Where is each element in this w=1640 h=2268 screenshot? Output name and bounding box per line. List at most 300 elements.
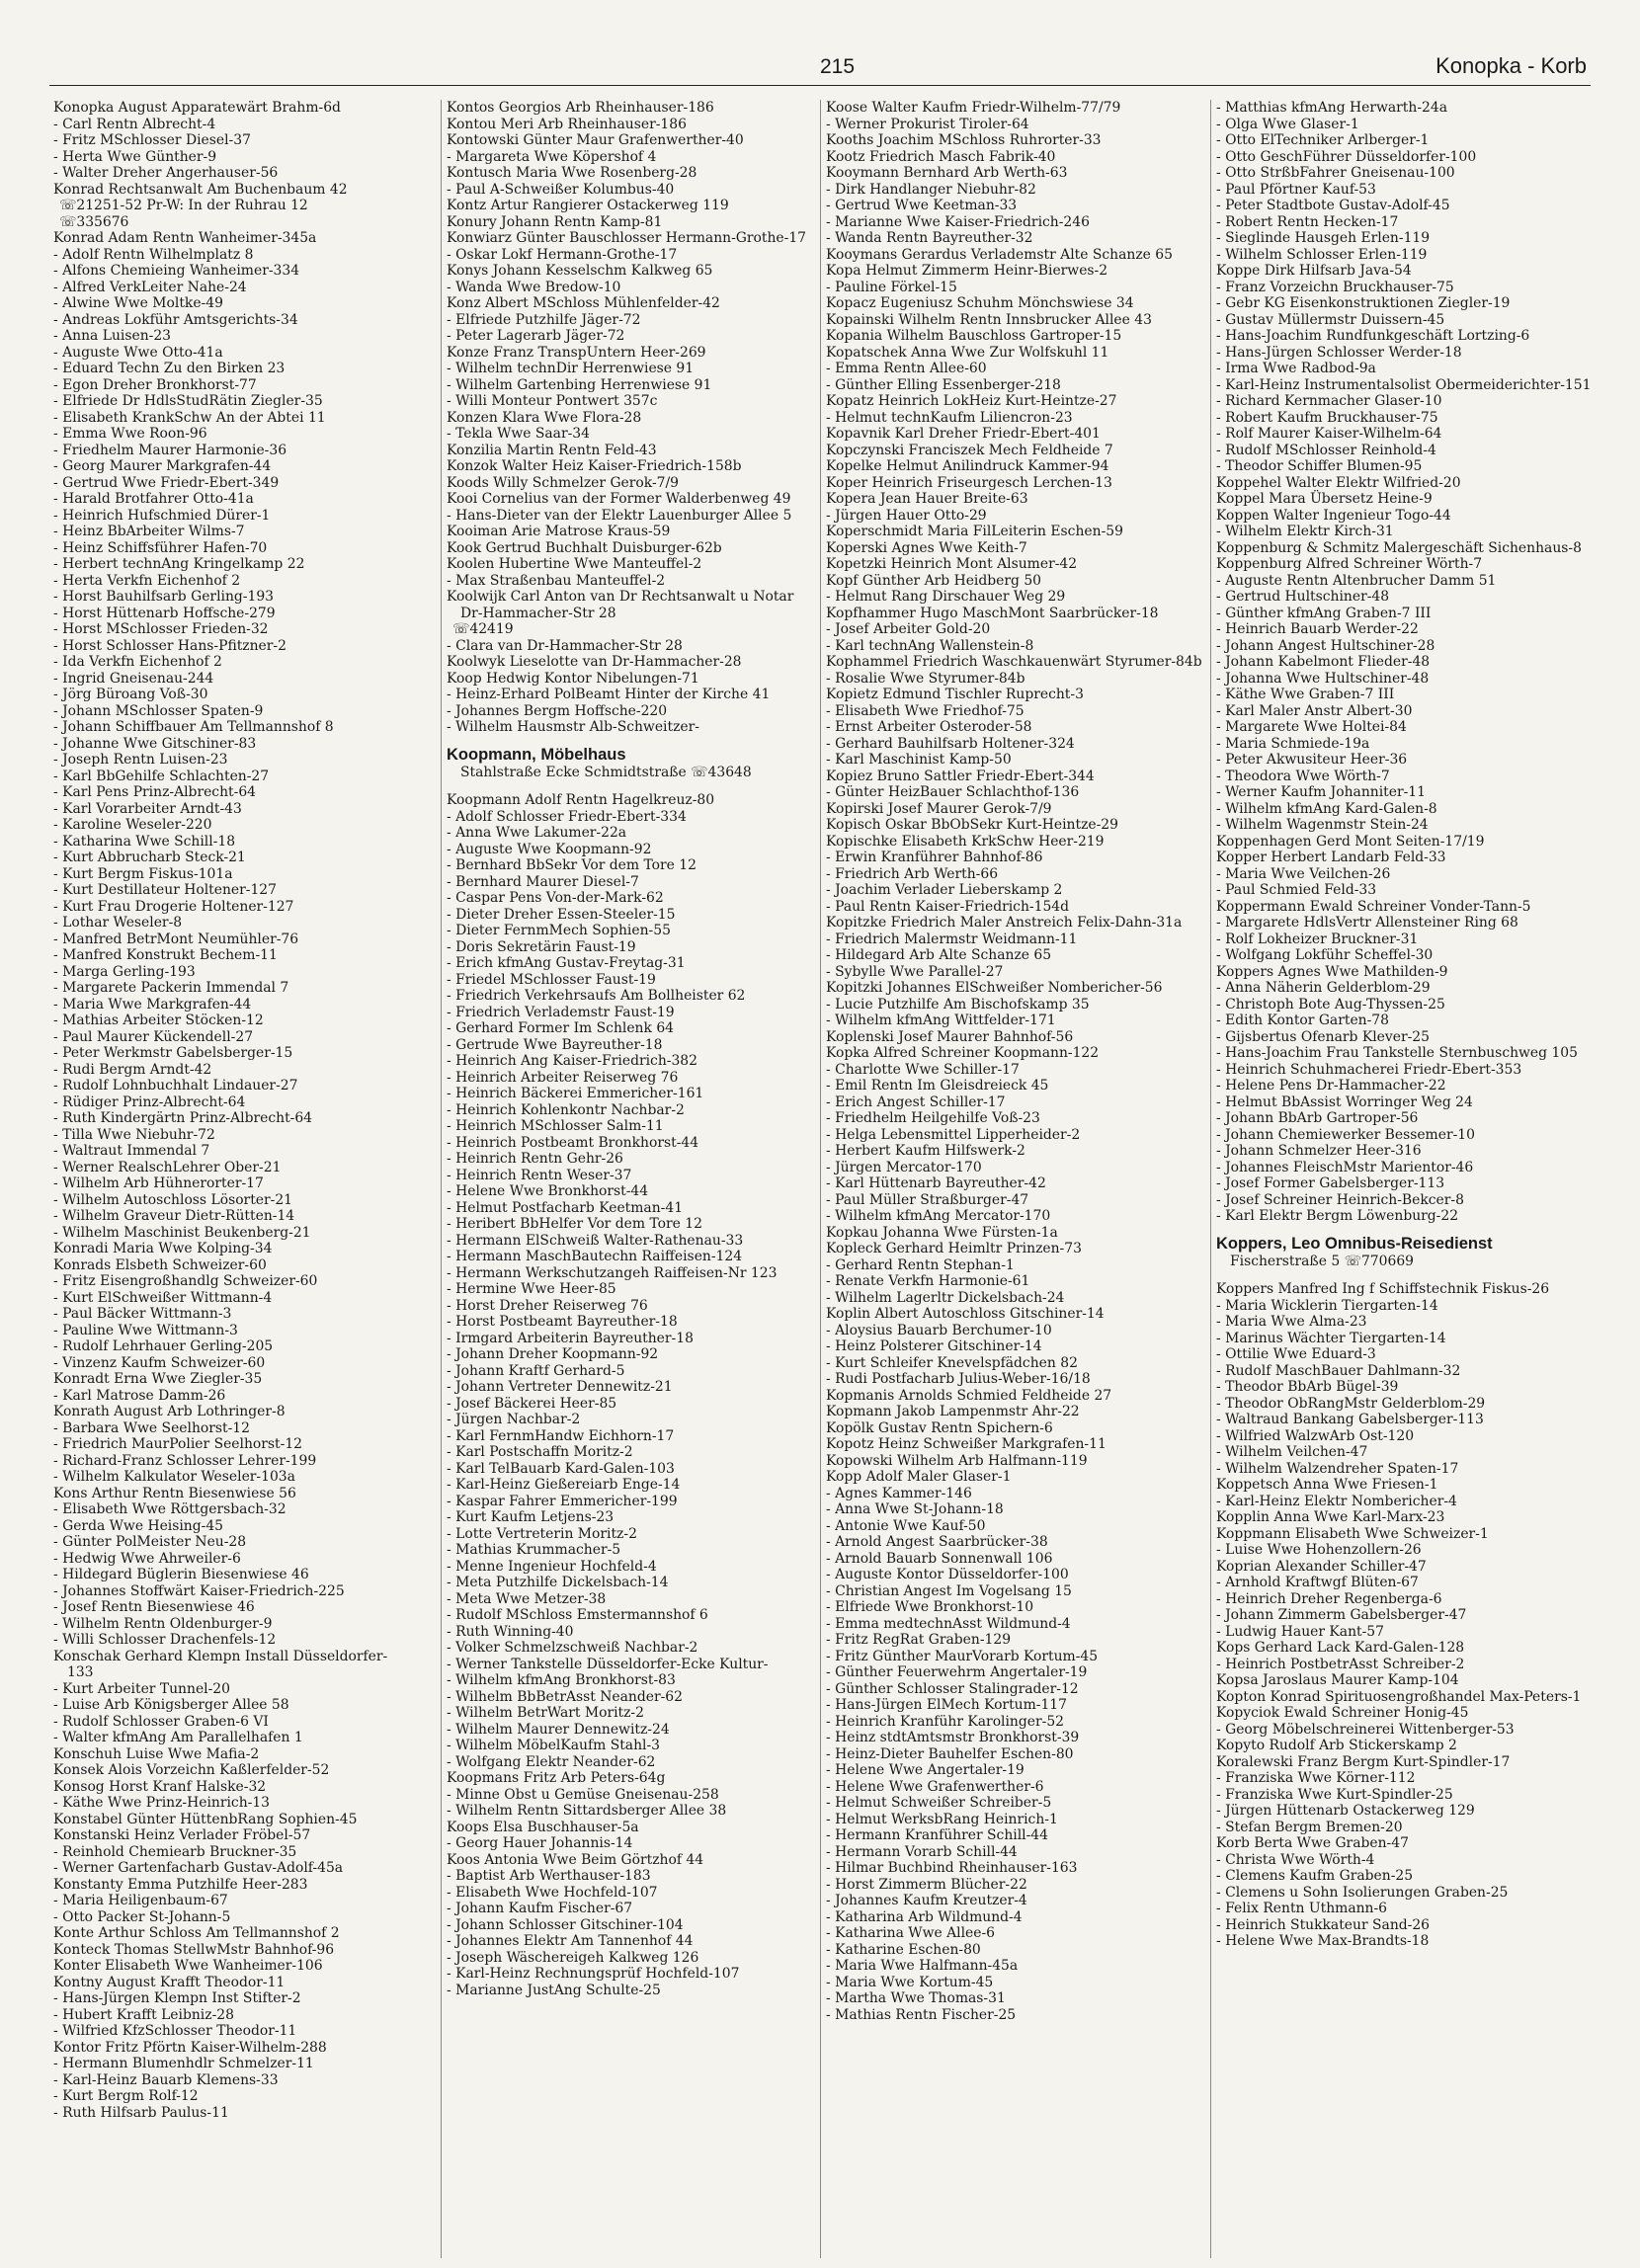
directory-entry: - Elisabeth Wwe Hochfeld-107 [447,1884,658,1901]
directory-entry: - Ida Verkfn Eichenhof 2 [53,654,222,670]
directory-entry: - Katharine Eschen-80 [826,1941,981,1958]
directory-entry: - Katharina Wwe Allee-6 [826,1925,995,1941]
directory-entry: - Margarete Packerin Immendal 7 [53,980,289,996]
directory-entry: Kontusch Maria Wwe Rosenberg-28 [447,165,697,181]
directory-entry: - Margareta Wwe Köpershof 4 [447,148,657,165]
directory-entry: - Ruth Winning-40 [447,1623,574,1640]
directory-entry: - Karl Maler Anstr Albert-30 [1216,702,1413,719]
directory-entry: - Heinrich Dreher Regenberga-6 [1216,1590,1442,1607]
directory-entry: - Olga Wwe Glaser-1 [1216,116,1359,132]
directory-entry: - Johann Schmelzer Heer-316 [1216,1143,1422,1159]
directory-entry: Konzok Walter Heiz Kaiser-Friedrich-158b [447,458,742,474]
directory-entry: - Ruth Kindergärtn Prinz-Albrecht-64 [53,1110,313,1126]
directory-entry: - Johann Kraftf Gerhard-5 [447,1362,625,1379]
directory-entry: - Helmut BbAssist Worringer Weg 24 [1216,1094,1473,1110]
directory-entry: - Marga Gerling-193 [53,963,196,980]
directory-entry: - Josef Schreiner Heinrich-Bekcer-8 [1216,1191,1464,1208]
directory-entry: Kopiez Bruno Sattler Friedr-Ebert-344 [826,768,1095,784]
business-address: Stahlstraße Ecke Schmidtstraße ☏43648 [460,764,752,780]
directory-entry: - Emil Rentn Im Gleisdreieck 45 [826,1078,1049,1094]
directory-entry: - Wilhelm MöbelKaufm Stahl-3 [447,1738,660,1753]
directory-entry: Koppers Manfred Ing f Schiffstechnik Fiskus-26 [1216,1281,1550,1297]
directory-entry: - Marinus Wächter Tiergarten-14 [1216,1330,1446,1346]
directory-entry: - Heinrich Ang Kaiser-Friedrich-382 [447,1053,697,1069]
directory-entry: - Wilhelm technDir Herrenwiese 91 [447,361,695,376]
directory-entry: - Gertrud Hultschiner-48 [1216,589,1390,605]
directory-entry: - Gebr KG Eisenkonstruktionen Ziegler-19 [1216,295,1511,311]
directory-entry: Koppen Walter Ingenieur Togo-44 [1216,507,1451,524]
directory-entry: Kopczynski Franciszek Mech Feldheide 7 [826,442,1113,458]
directory-entry: - Barbara Wwe Seelhorst-12 [53,1419,250,1436]
directory-entry: - Wilhelm kfmAng Wittfelder-171 [826,1012,1056,1028]
directory-entry: - Hermann Kranführer Schill-44 [826,1827,1048,1843]
directory-entry: - Karl Pens Prinz-Albrecht-64 [53,784,256,800]
directory-entry: Kontou Meri Arb Rheinhauser-186 [447,116,687,132]
directory-entry: Konwiarz Günter Bauschlosser Hermann-Grothe-17 [447,230,807,246]
directory-entry: Konstanski Heinz Verlader Fröbel-57 [53,1827,311,1843]
directory-entry: - Horst Dreher Reiserweg 76 [447,1297,648,1314]
directory-entry: - Charlotte Wwe Schiller-17 [826,1061,1020,1078]
directory-entry: - Kurt Destillateur Holtener-127 [53,882,277,898]
directory-entry: - Otto StrßbFahrer Gneisenau-100 [1216,165,1455,181]
directory-entry: - Marianne Wwe Kaiser-Friedrich-246 [826,213,1090,230]
directory-entry: - Wilhelm Walzendreher Spaten-17 [1216,1460,1459,1477]
directory-entry: Kopatschek Anna Wwe Zur Wolfskuhl 11 [826,344,1109,361]
directory-entry: Koppehel Walter Elektr Wilfried-20 [1216,474,1461,491]
directory-entry: - Erich Angest Schiller-17 [826,1094,1006,1110]
directory-entry: - Jürgen Mercator-170 [826,1159,982,1175]
directory-entry: - Kurt Bergm Fiskus-101a [53,865,233,882]
directory-entry: - Margarete HdlsVertr Allensteiner Ring 68 [1216,915,1518,931]
directory-entry: - Wilhelm Schlosser Erlen-119 [1216,246,1428,263]
directory-entry: - Helene Wwe Bronkhorst-44 [447,1183,649,1199]
entry-continuation: ☏42419 [452,621,514,637]
directory-entry: - Meta Putzhilfe Dickelsbach-14 [447,1575,669,1590]
directory-entry: - Wilfried WalzwArb Ost-120 [1216,1427,1415,1444]
directory-entry: - Auguste Wwe Otto-41a [53,344,223,361]
directory-entry: Kooths Joachim MSchloss Ruhrorter-33 [826,132,1102,148]
directory-entry: - Paul Bäcker Wittmann-3 [53,1306,232,1322]
directory-entry: Kontowski Günter Maur Grafenwerther-40 [447,132,744,148]
directory-entry: Kopleck Gerhard Heimltr Prinzen-73 [826,1241,1082,1256]
directory-entry: - Arnold Bauarb Sonnenwall 106 [826,1550,1053,1567]
directory-entry: - Rudi Postfacharb Julius-Weber-16/18 [826,1371,1091,1387]
directory-entry: Kopirski Josef Maurer Gerok-7/9 [826,800,1052,817]
directory-entry: - Walter kfmAng Am Parallelhafen 1 [53,1730,303,1745]
directory-entry: Kopelke Helmut Anilindruck Kammer-94 [826,458,1109,474]
directory-entry: - Johann BbArb Gartroper-56 [1216,1110,1419,1126]
directory-entry: - Karl technAng Wallenstein-8 [826,637,1034,654]
directory-entry: - Peter Stadtbote Gustav-Adolf-45 [1216,198,1450,213]
directory-entry: - Günther Schlosser Stalingrader-12 [826,1680,1079,1697]
directory-entry: - Walter Dreher Angerhauser-56 [53,165,279,181]
directory-entry: - Robert Rentn Hecken-17 [1216,213,1399,230]
running-head: Konopka - Korb [1435,53,1587,78]
directory-entry: - Richard Kernmacher Glaser-10 [1216,393,1442,409]
directory-entry: - Wilhelm Lagerltr Dickelsbach-24 [826,1289,1065,1306]
directory-entry: Konz Albert MSchloss Mühlenfelder-42 [447,295,720,311]
directory-entry: - Wilhelm BbBetrAsst Neander-62 [447,1688,683,1705]
directory-entry: Koose Walter Kaufm Friedr-Wilhelm-77/79 [826,100,1121,116]
directory-entry: - Elfriede Wwe Bronkhorst-10 [826,1599,1034,1615]
directory-entry: - Emma medtechnAsst Wildmund-4 [826,1615,1071,1632]
directory-entry: - Margarete Wwe Holtei-84 [1216,719,1407,735]
directory-entry: - Renate Verkfn Harmonie-61 [826,1273,1030,1289]
directory-entry: Kopmanis Arnolds Schmied Feldheide 27 [826,1387,1112,1404]
directory-entry: - Friedrich MaurPolier Seelhorst-12 [53,1436,302,1452]
directory-entry: - Kurt Kaufm Letjens-23 [447,1509,615,1525]
directory-entry: - Josef Former Gabelsberger-113 [1216,1175,1445,1191]
directory-entry: - Egon Dreher Bronkhorst-77 [53,376,257,393]
directory-entry: - Heinrich Kohlenkontr Nachbar-2 [447,1101,685,1118]
entry-continuation: ☏335676 [59,213,129,230]
directory-entry: - Paul Maurer Kückendell-27 [53,1028,254,1045]
directory-entry: Kooiman Arie Matrose Kraus-59 [447,524,671,539]
directory-entry: Koplenski Josef Maurer Bahnhof-56 [826,1028,1074,1045]
directory-entry: - Hildegard Büglerin Biesenwiese 46 [53,1567,309,1582]
directory-entry: - Heinz Polsterer Gitschiner-14 [826,1338,1042,1354]
directory-entry: - Johanna Wwe Hultschiner-48 [1216,670,1430,687]
directory-entry: Konury Johann Rentn Kamp-81 [447,213,663,230]
directory-entry: - Vinzenz Kaufm Schweizer-60 [53,1354,266,1371]
directory-entry: - Hans-Jürgen Schlosser Werder-18 [1216,344,1462,361]
directory-entry: - Günter HeizBauer Schlachthof-136 [826,784,1080,800]
directory-entry: - Wolfgang Elektr Neander-62 [447,1753,656,1770]
directory-entry: - Irma Wwe Radbod-9a [1216,361,1376,376]
directory-entry: - Günther Feuerwehrm Angertaler-19 [826,1664,1088,1680]
directory-entry: - Paul Schmied Feld-33 [1216,882,1377,898]
directory-entry: - Werner RealschLehrer Ober-21 [53,1159,282,1175]
directory-entry: - Rudolf MSchloss Emstermannshof 6 [447,1607,708,1623]
directory-entry: - Theodor Schiffer Blumen-95 [1216,458,1423,474]
directory-entry: Koprian Alexander Schiller-47 [1216,1558,1427,1575]
directory-entry: - Josef Bäckerei Heer-85 [447,1395,617,1412]
directory-entry: Koperski Agnes Wwe Keith-7 [826,539,1027,556]
directory-entry: Kopp Adolf Maler Glaser-1 [826,1469,1012,1485]
directory-entry: Kopf Günther Arb Heidberg 50 [826,572,1041,589]
directory-entry: - Franziska Wwe Körner-112 [1216,1770,1416,1786]
directory-entry: - Johann Zimmerm Gabelsberger-47 [1216,1607,1467,1623]
directory-entry: - Gijsbertus Ofenarb Klever-25 [1216,1028,1430,1045]
directory-entry: Konsek Alois Vorzeichn Kaßlerfelder-52 [53,1762,330,1778]
directory-entry: - Paul Müller Straßburger-47 [826,1191,1029,1208]
directory-entry: - Joseph Rentn Luisen-23 [53,752,228,768]
directory-entry: - Karl-Heinz Bauarb Klemens-33 [53,2071,279,2088]
spacer [447,780,819,792]
directory-entry: - Kurt Abbrucharb Steck-21 [53,850,246,865]
directory-entry: Kontny August Krafft Theodor-11 [53,1974,286,1990]
directory-entry: Koplin Albert Autoschloss Gitschiner-14 [826,1306,1105,1322]
directory-entry: - Ernst Arbeiter Osteroder-58 [826,719,1032,735]
directory-entry: Konter Elisabeth Wwe Wanheimer-106 [53,1958,323,1974]
directory-entry: - Karoline Weseler-220 [53,817,212,833]
directory-entry: - Hermann Vorarb Schill-44 [826,1843,1018,1860]
directory-entry: Konte Arthur Schloss Am Tellmannshof 2 [53,1925,340,1941]
directory-entry: - Kurt Bergm Rolf-12 [53,2088,199,2104]
directory-entry: - Ruth Hilfsarb Paulus-11 [53,2104,229,2121]
directory-entry: - Baptist Arb Werthauser-183 [447,1868,651,1884]
directory-entry: - Paul Rentn Kaiser-Friedrich-154d [826,898,1070,915]
directory-entry: - Hilmar Buchbind Rheinhauser-163 [826,1860,1078,1876]
directory-entry: Koperschmidt Maria FilLeiterin Eschen-59 [826,524,1123,539]
directory-entry: - Rosalie Wwe Styrumer-84b [826,670,1025,687]
directory-entry: Konradt Erna Wwe Ziegler-35 [53,1371,263,1387]
directory-entry: - Georg Hauer Johannis-14 [447,1835,633,1851]
directory-entry: - Herbert technAng Kringelkamp 22 [53,556,305,572]
directory-entry: - Doris Sekretärin Faust-19 [447,938,636,955]
directory-entry: - Tekla Wwe Saar-34 [447,426,590,442]
directory-entry: Konschuh Luise Wwe Mafia-2 [53,1745,260,1762]
directory-entry: - Bernhard BbSekr Vor dem Tore 12 [447,857,697,873]
directory-entry: - Helene Wwe Grafenwerther-6 [826,1778,1044,1795]
directory-entry: - Rudolf Schlosser Graben-6 VI [53,1713,269,1730]
directory-entry: - Heinz-Erhard PolBeamt Hinter der Kirche 41 [447,687,771,702]
directory-entry: - Max Straßenbau Manteuffel-2 [447,572,666,589]
directory-entry: - Fritz MSchlosser Diesel-37 [53,132,251,148]
directory-entry: - Friedhelm Heilgehilfe Voß-23 [826,1110,1040,1126]
directory-entry: - Rudi Bergm Arndt-42 [53,1061,212,1078]
directory-entry: - Johann Angest Hultschiner-28 [1216,637,1435,654]
directory-entry: - Emma Rentn Allee-60 [826,361,987,376]
directory-entry: - Reinhold Chemiearb Bruckner-35 [53,1843,297,1860]
directory-entry: Koolen Hubertine Wwe Manteuffel-2 [447,556,702,572]
directory-entry: - Matthias kfmAng Herwarth-24a [1216,100,1447,116]
directory-entry: - Maria Wicklerin Tiergarten-14 [1216,1297,1438,1314]
directory-entry: Kopetzki Heinrich Mont Alsumer-42 [826,556,1078,572]
directory-entry: Konstanty Emma Putzhilfe Heer-283 [53,1876,308,1893]
directory-entry: - Oskar Lokf Hermann-Grothe-17 [447,246,678,263]
directory-entry: Konrath August Arb Lothringer-8 [53,1404,286,1419]
directory-entry: - Helmut Postfacharb Keetman-41 [447,1199,684,1216]
directory-entry: Konze Franz TranspUntern Heer-269 [447,344,706,361]
directory-entry: - Harald Brotfahrer Otto-41a [53,491,254,507]
directory-entry: - Wilhelm kfmAng Kard-Galen-8 [1216,800,1437,817]
directory-entry: - Volker Schmelzschweiß Nachbar-2 [447,1640,698,1656]
directory-entry: - Elfriede Putzhilfe Jäger-72 [447,311,641,328]
directory-entry: Koralewski Franz Bergm Kurt-Spindler-17 [1216,1753,1511,1770]
directory-entry: - Karl FernmHandw Eichhorn-17 [447,1427,675,1444]
directory-entry: - Rudolf MSchlosser Reinhold-4 [1216,442,1436,458]
directory-entry: Konsog Horst Kranf Halske-32 [53,1778,267,1795]
directory-entry: Kopton Konrad Spirituosengroßhandel Max-Peters-1 [1216,1688,1582,1705]
directory-entry: Koops Elsa Buschhauser-5a [447,1819,639,1835]
directory-entry: - Wilhelm kfmAng Bronkhorst-83 [447,1672,676,1688]
directory-entry: Koppenburg & Schmitz Malergeschäft Sichenhaus-8 [1216,539,1582,556]
directory-entry: - Otto GeschFührer Düsseldorfer-100 [1216,148,1477,165]
directory-entry: - Karl Postschaffn Moritz-2 [447,1444,633,1460]
directory-entry: - Helmut Rang Dirschauer Weg 29 [826,589,1066,605]
directory-entry: - Helga Lebensmittel Lipperheider-2 [826,1126,1081,1143]
directory-entry: - Gertrude Wwe Bayreuther-18 [447,1036,663,1053]
directory-entry: - Franz Vorzeichn Bruckhauser-75 [1216,279,1454,295]
directory-entry: - Mathias Rentn Fischer-25 [826,2006,1017,2023]
directory-entry: - Gerhard Rentn Stephan-1 [826,1256,1015,1273]
directory-entry: - Elisabeth Wwe Friedhof-75 [826,702,1025,719]
directory-entry: - Edith Kontor Garten-78 [1216,1012,1389,1028]
directory-entry: - Wilhelm Veilchen-47 [1216,1444,1368,1460]
directory-entry: Koppe Dirk Hilfsarb Java-54 [1216,263,1412,279]
directory-entry: - Stefan Bergm Bremen-20 [1216,1819,1403,1835]
directory-entry: Kopatz Heinrich LokHeiz Kurt-Heintze-27 [826,393,1117,409]
directory-entry: - Günther kfmAng Graben-7 III [1216,605,1432,621]
directory-entry: - Menne Ingenieur Hochfeld-4 [447,1558,657,1575]
directory-entry: Kopietz Edmund Tischler Ruprecht-3 [826,687,1084,702]
directory-entry: - Ingrid Gneisenau-244 [53,670,214,687]
directory-entry: - Meta Wwe Metzer-38 [447,1590,607,1607]
directory-entry: - Wilhelm Maschinist Beukenberg-21 [53,1224,311,1241]
directory-entry: - Helmut WerksbRang Heinrich-1 [826,1811,1058,1827]
directory-entry: - Rudolf Lohnbuchhalt Lindauer-27 [53,1078,298,1094]
directory-entry: - Bernhard Maurer Diesel-7 [447,873,639,890]
directory-entry: - Werner Kaufm Johanniter-11 [1216,784,1426,800]
directory-entry: - Paul A-Schweißer Kolumbus-40 [447,181,675,198]
directory-column-2 [441,100,823,2258]
directory-entry: Koppenburg Alfred Schreiner Wörth-7 [1216,556,1483,572]
page-number: 215 [820,55,856,78]
directory-entry: Kopkau Johanna Wwe Fürsten-1a [826,1224,1058,1241]
directory-entry: - Theodora Wwe Wörth-7 [1216,768,1390,784]
directory-entry: - Horst Bauhilfsarb Gerling-193 [53,589,275,605]
directory-entry: Koods Willy Schmelzer Gerok-7/9 [447,474,680,491]
directory-entry: - Heinrich Bäckerei Emmericher-161 [447,1086,704,1101]
directory-entry: Konradi Maria Wwe Kolping-34 [53,1241,273,1256]
directory-entry: - Erich kfmAng Gustav-Freytag-31 [447,955,686,971]
directory-entry: - Karl Matrose Damm-26 [53,1387,226,1404]
directory-entry: - Helene Pens Dr-Hammacher-22 [1216,1078,1446,1094]
directory-entry: - Heinrich Rentn Weser-37 [447,1167,632,1183]
directory-entry: - Wilhelm Kalkulator Weseler-103a [53,1469,295,1485]
directory-entry: - Friedrich Malermstr Weidmann-11 [826,931,1078,947]
directory-entry: - Elfriede Dr HdlsStudRätin Ziegler-35 [53,393,323,409]
directory-entry: - Caspar Pens Von-der-Mark-62 [447,890,664,906]
directory-entry: Kopavnik Karl Dreher Friedr-Ebert-401 [826,426,1101,442]
directory-entry: Koper Heinrich Friseurgesch Lerchen-13 [826,474,1112,491]
directory-entry: - Rudolf MaschBauer Dahlmann-32 [1216,1362,1461,1379]
directory-entry: - Eduard Techn Zu den Birken 23 [53,361,286,376]
directory-entry: - Manfred Konstrukt Bechem-11 [53,947,278,963]
directory-entry: - Käthe Wwe Prinz-Heinrich-13 [53,1795,271,1811]
directory-entry: - Christian Angest Im Vogelsang 15 [826,1582,1072,1599]
directory-entry: - Arnold Angest Saarbrücker-38 [826,1534,1048,1550]
directory-entry: Koppmann Elisabeth Wwe Schweizer-1 [1216,1525,1489,1542]
directory-entry: - Horst Zimmerm Blücher-22 [826,1876,1027,1893]
directory-entry: - Arnhold Kraftwgf Blüten-67 [1216,1575,1419,1590]
directory-entry: Kontos Georgios Arb Rheinhauser-186 [447,100,714,116]
directory-entry: - Herbert Kaufm Hilfswerk-2 [826,1143,1025,1159]
directory-entry: - Heinrich Hufschmied Dürer-1 [53,507,271,524]
entry-continuation: ☏21251-52 Pr-W: In der Ruhrau 12 [59,198,308,213]
directory-entry: Koop Hedwig Kontor Nibelungen-71 [447,670,699,687]
directory-entry: - Otto Packer St-Johann-5 [53,1908,231,1925]
directory-entry: - Ludwig Hauer Kant-57 [1216,1623,1384,1640]
directory-entry: Koos Antonia Wwe Beim Görtzhof 44 [447,1851,704,1868]
directory-entry: - Willi Schlosser Drachenfels-12 [53,1632,277,1648]
directory-entry: - Johann Chemiewerker Bessemer-10 [1216,1126,1475,1143]
directory-entry: Kopyto Rudolf Arb Stickerskamp 2 [1216,1738,1457,1753]
directory-entry: - Karl-Heinz Elektr Nombericher-4 [1216,1493,1457,1509]
directory-entry: - Peter Lagerarb Jäger-72 [447,328,625,344]
directory-entry: - Johannes Bergm Hoffsche-220 [447,702,668,719]
business-heading: Koopmann, Möbelhaus [447,745,626,764]
directory-entry: - Gerda Wwe Heising-45 [53,1517,224,1534]
directory-entry: - Werner Tankstelle Düsseldorfer-Ecke Kultur- [447,1656,769,1672]
directory-entry: - Helene Wwe Max-Brandts-18 [1216,1933,1430,1949]
directory-entry: - Friedel MSchlosser Faust-19 [447,971,656,988]
directory-entry: - Theodor BbArb Bügel-39 [1216,1379,1399,1395]
directory-entry: - Maria Wwe Halfmann-45a [826,1958,1019,1974]
directory-entry: Konrads Elsbeth Schweizer-60 [53,1256,267,1273]
directory-entry: - Herta Verkfn Eichenhof 2 [53,572,241,589]
directory-entry: - Gerhard Former Im Schlenk 64 [447,1020,675,1036]
directory-entry: - Heinrich Stukkateur Sand-26 [1216,1916,1431,1933]
directory-entry: - Karl Vorarbeiter Arndt-43 [53,800,242,817]
directory-entry: - Kurt ElSchweißer Wittmann-4 [53,1289,273,1306]
directory-entry: Kootz Friedrich Masch Fabrik-40 [826,148,1056,165]
page-header [49,51,1591,86]
directory-entry: Koppermann Ewald Schreiner Vonder-Tann-5 [1216,898,1531,915]
directory-entry: - Johann MSchlosser Spaten-9 [53,702,264,719]
directory-entry: - Horst MSchlosser Frieden-32 [53,621,269,637]
directory-entry: - Fritz Günther MaurVorarb Kortum-45 [826,1648,1099,1664]
directory-entry: Konschak Gerhard Klempn Install Düsseldorfer-133 [53,1648,388,1680]
directory-entry: - Wilhelm Gartenbing Herrenwiese 91 [447,376,712,393]
directory-entry: - Otto ElTechniker Arlberger-1 [1216,132,1430,148]
directory-entry: - Karl-Heinz Rechnungsprüf Hochfeld-107 [447,1966,740,1982]
directory-entry: - Jörg Büroang Voß-30 [53,687,208,702]
directory-entry: - Friedrich Verkehrsaufs Am Bollheister 62 [447,988,746,1004]
directory-entry: - Kaspar Fahrer Emmericher-199 [447,1493,678,1509]
directory-entry: - Hermann Blumenhdlr Schmelzer-11 [53,2056,314,2071]
directory-entry: - Carl Rentn Albrecht-4 [53,116,216,132]
directory-entry: - Maria Wwe Veilchen-26 [1216,865,1391,882]
directory-entry: Koppetsch Anna Wwe Friesen-1 [1216,1477,1438,1493]
directory-entry: - Dieter Dreher Essen-Steeler-15 [447,906,676,923]
directory-entry: - Felix Rentn Uthmann-6 [1216,1901,1388,1916]
directory-entry: - Rudolf Lehrhauer Gerling-205 [53,1338,274,1354]
directory-entry: - Hermann Werkschutzangeh Raiffeisen-Nr 123 [447,1264,778,1281]
directory-entry: - Katharina Arb Wildmund-4 [826,1908,1023,1925]
directory-entry: - Johannes FleischMstr Marientor-46 [1216,1159,1474,1175]
directory-entry: - Maria Schmiede-19a [1216,735,1370,752]
directory-entry: - Wilhelm Rentn Sittardsberger Allee 38 [447,1803,727,1819]
directory-entry: Koppers Agnes Wwe Mathilden-9 [1216,963,1448,980]
directory-entry: - Ottilie Wwe Eduard-3 [1216,1346,1376,1362]
directory-entry: Konys Johann Kesselschm Kalkweg 65 [447,263,713,279]
directory-entry: - Richard-Franz Schlosser Lehrer-199 [53,1452,317,1469]
directory-entry: - Hans-Jürgen ElMech Kortum-117 [826,1697,1067,1713]
directory-entry: - Dirk Handlanger Niebuhr-82 [826,181,1036,198]
directory-entry: - Heinz BbArbeiter Wilms-7 [53,524,245,539]
directory-entry: - Erwin Kranführer Bahnhof-86 [826,850,1043,865]
directory-entry: - Johann Dreher Koopmann-92 [447,1346,659,1362]
directory-entry: - Günther Elling Essenberger-218 [826,376,1061,393]
directory-entry: - Joseph Wäschereigeh Kalkweg 126 [447,1949,699,1966]
directory-entry: - Heinrich MSchlosser Salm-11 [447,1118,664,1134]
directory-entry: - Clemens u Sohn Isolierungen Graben-25 [1216,1884,1509,1901]
directory-entry: Konzen Klara Wwe Flora-28 [447,409,642,426]
directory-entry: - Heinrich Rentn Gehr-26 [447,1151,623,1167]
directory-entry: - Alwine Wwe Moltke-49 [53,295,223,311]
directory-entry: - Hermann MaschBautechn Raiffeisen-124 [447,1249,743,1264]
directory-entry: - Heinrich PostbetrAsst Schreiber-2 [1216,1656,1465,1672]
directory-entry: - Auguste Rentn Altenbrucher Damm 51 [1216,572,1497,589]
directory-entry: - Lothar Weseler-8 [53,915,183,931]
directory-entry: - Rüdiger Prinz-Albrecht-64 [53,1094,246,1110]
directory-entry: - Kurt Schleifer Knevelspfädchen 82 [826,1354,1078,1371]
directory-entry: Kopania Wilhelm Bauschloss Gartroper-15 [826,328,1122,344]
directory-entry: Koolwyk Lieselotte van Dr-Hammacher-28 [447,654,742,670]
directory-entry: - Katharina Wwe Schill-18 [53,833,236,850]
